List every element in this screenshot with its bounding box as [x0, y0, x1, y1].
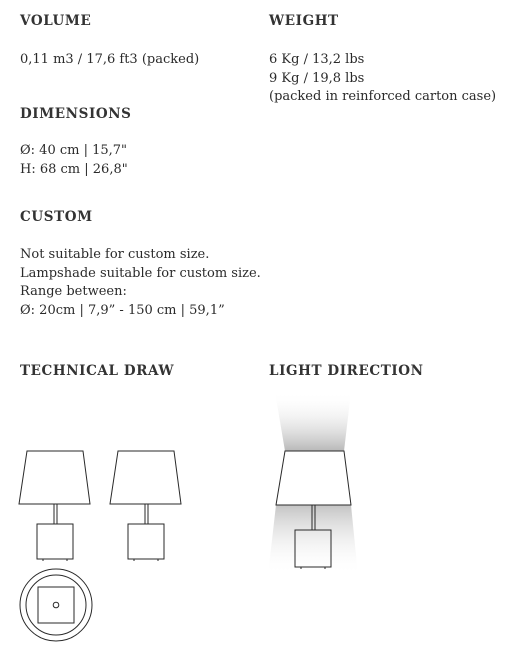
custom-line: Ø: 20cm | 7,9” - 150 cm | 59,1”	[20, 302, 225, 318]
weight-line: 9 Kg / 19,8 lbs	[269, 70, 365, 86]
down-light-beam	[268, 505, 358, 575]
volume-heading: VOLUME	[20, 13, 92, 29]
dimension-line: H: 68 cm | 26,8"	[20, 161, 128, 177]
custom-line: Not suitable for custom size.	[20, 247, 210, 262]
up-light-beam	[275, 392, 351, 451]
weight-heading: WEIGHT	[269, 13, 339, 29]
custom-heading: CUSTOM	[20, 209, 93, 225]
custom-line: Lampshade suitable for custom size.	[20, 265, 261, 281]
custom-line: Range between:	[20, 284, 127, 299]
weight-line: 6 Kg / 13,2 lbs	[269, 52, 365, 67]
volume-value: 0,11 m3 / 17,6 ft3 (packed)	[20, 52, 200, 67]
dimensions-heading: DIMENSIONS	[20, 106, 132, 122]
technical-draw-heading: TECHNICAL DRAW	[20, 363, 175, 379]
light-direction-heading: LIGHT DIRECTION	[269, 363, 424, 379]
dimension-line: Ø: 40 cm | 15,7"	[20, 143, 128, 158]
weight-line: (packed in reinforced carton case)	[269, 89, 497, 104]
